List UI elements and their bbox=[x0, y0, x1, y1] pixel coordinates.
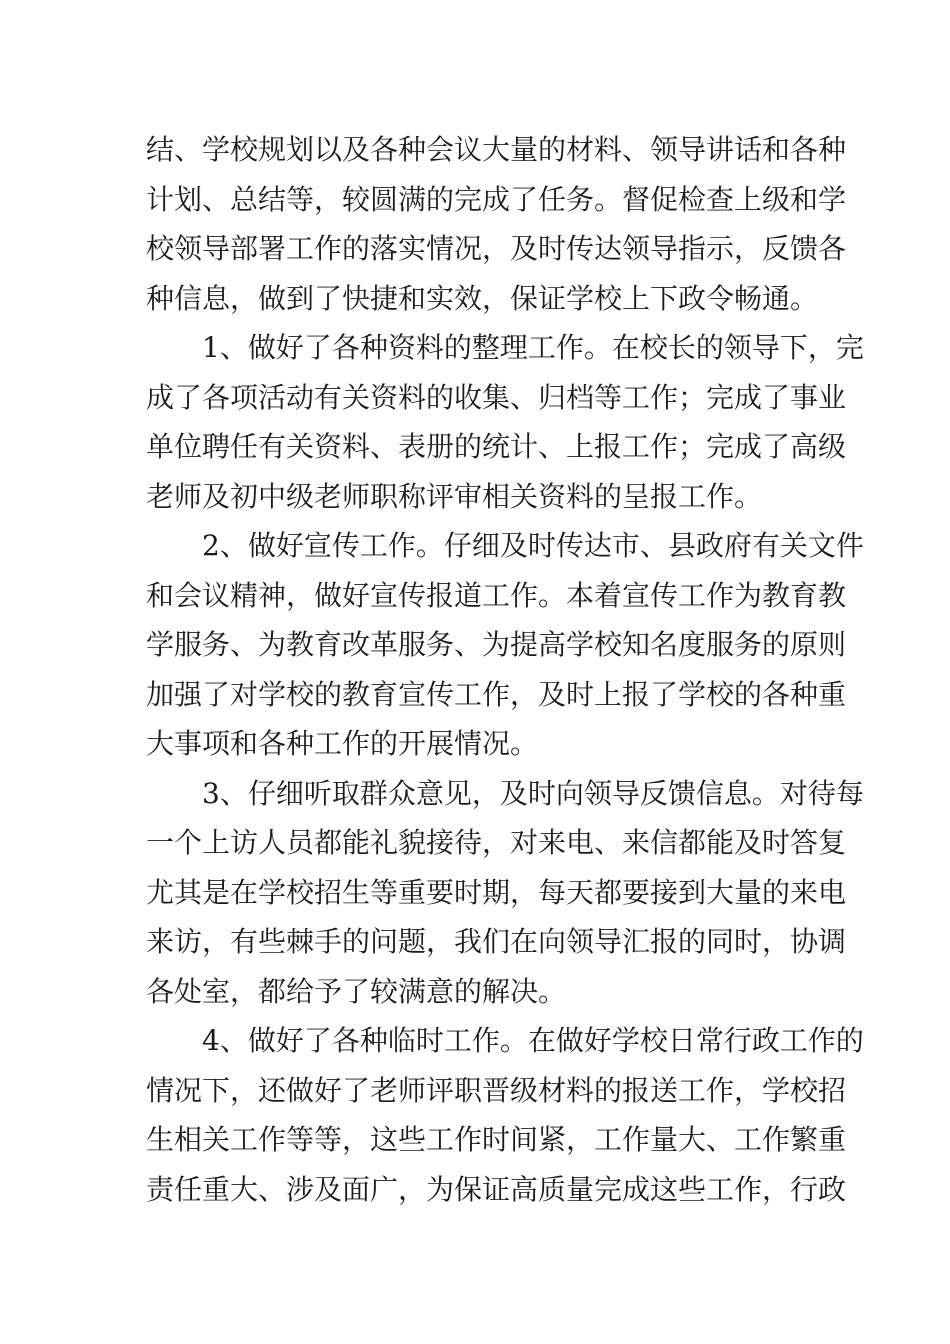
paragraph-2-first-line: 2、做好宣传工作。仔细及时传达市、县政府有关文件 bbox=[202, 529, 864, 562]
paragraph-1-first-line: 1、做好了各种资料的整理工作。在校长的领导下，完 bbox=[202, 331, 864, 364]
text-line: 和会议精神，做好宣传报道工作。本着宣传工作为教育教 bbox=[146, 578, 847, 612]
text-line: 加强了对学校的教育宣传工作，及时上报了学校的各种重 bbox=[146, 677, 847, 711]
text-line: 成了各项活动有关资料的收集、归档等工作；完成了事业 bbox=[146, 380, 847, 414]
paragraph-4-first-line: 4、做好了各种临时工作。在做好学校日常行政工作的 bbox=[202, 1024, 864, 1057]
paragraph-3-first-line: 3、仔细听取群众意见，及时向领导反馈信息。对待每 bbox=[202, 776, 864, 810]
text-line: 老师及初中级老师职称评审相关资料的呈报工作。 bbox=[146, 479, 763, 513]
text-line: 种信息，做到了快捷和实效，保证学校上下政令畅通。 bbox=[146, 281, 819, 315]
text-line: 结、学校规划以及各种会议大量的材料、领导讲话和各种 bbox=[146, 133, 847, 166]
text-line: 单位聘任有关资料、表册的统计、上报工作；完成了高级 bbox=[146, 430, 847, 463]
text-line: 尤其是在学校招生等重要时期，每天都要接到大量的来电 bbox=[146, 875, 847, 909]
text-line: 生相关工作等等，这些工作时间紧，工作量大、工作繁重 bbox=[146, 1123, 847, 1156]
text-line: 一个上访人员都能礼貌接待，对来电、来信都能及时答复 bbox=[146, 826, 847, 859]
text-line: 校领导部署工作的落实情况，及时传达领导指示，反馈各 bbox=[146, 232, 847, 265]
text-line: 计划、总结等，较圆满的完成了任务。督促检查上级和学 bbox=[146, 182, 847, 216]
text-line: 责任重大、涉及面广，为保证高质量完成这些工作，行政 bbox=[146, 1172, 847, 1206]
text-line: 各处室，都给予了较满意的解决。 bbox=[146, 974, 567, 1008]
document-body bbox=[146, 125, 864, 1214]
text-line: 大事项和各种工作的开展情况。 bbox=[146, 727, 539, 760]
text-line: 学服务、为教育改革服务、为提高学校知名度服务的原则 bbox=[146, 628, 847, 661]
text-line: 来访，有些棘手的问题，我们在向领导汇报的同时，协调 bbox=[146, 925, 847, 958]
text-line: 情况下，还做好了老师评职晋级材料的报送工作，学校招 bbox=[146, 1073, 847, 1107]
